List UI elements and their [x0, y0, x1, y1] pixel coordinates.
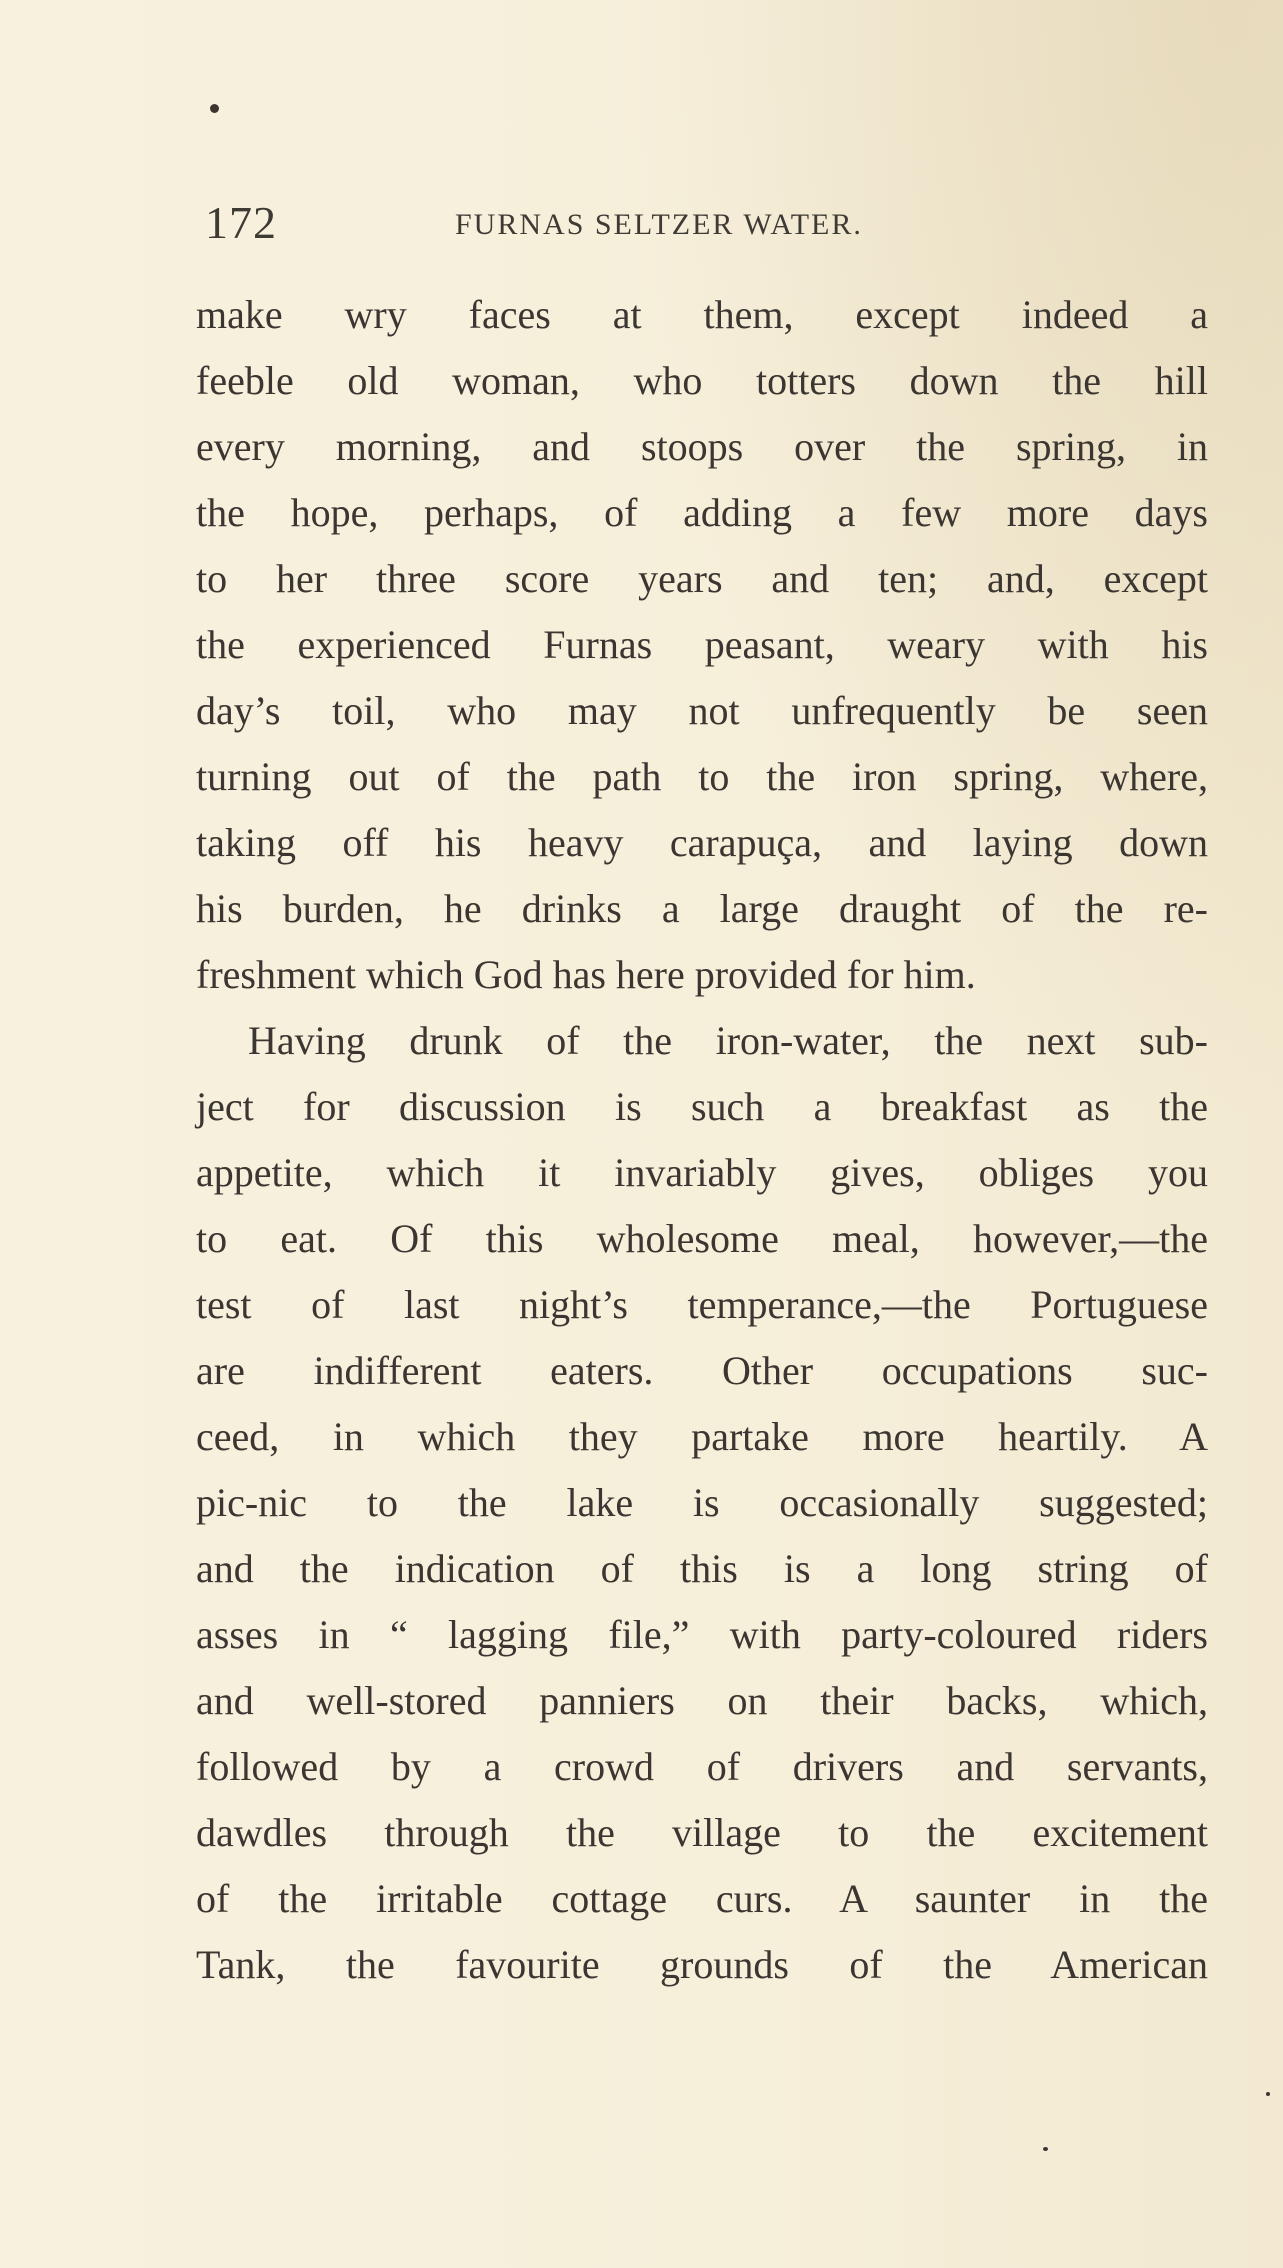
text-line: to eat. Of this wholesome meal, however,—the [196, 1216, 1208, 1261]
text-line: and the indication of this is a long string of [196, 1546, 1208, 1591]
running-head: FURNAS SELTZER WATER. [455, 208, 863, 241]
text-line: the hope, perhaps, of adding a few more days [196, 490, 1208, 535]
text-line: to her three score years and ten; and, except [196, 556, 1208, 601]
text-line: followed by a crowd of drivers and servants, [196, 1744, 1208, 1789]
paragraph-end-line: freshment which God has here provided for him. [196, 952, 976, 997]
ink-speck [210, 104, 219, 113]
text-line: his burden, he drinks a large draught of the re- [196, 886, 1208, 931]
page-header [205, 196, 1215, 256]
text-line: ject for discussion is such a breakfast as the [196, 1084, 1208, 1129]
text-line: are indifferent eaters. Other occupations suc- [196, 1348, 1208, 1393]
text-line: make wry faces at them, except indeed a [196, 292, 1208, 337]
text-line: taking off his heavy carapuça, and laying down [196, 820, 1208, 865]
text-line: ceed, in which they partake more heartily. A [196, 1414, 1208, 1459]
text-line: pic-nic to the lake is occasionally suggested; [196, 1480, 1208, 1525]
page-number: 172 [205, 197, 277, 248]
text-line: the experienced Furnas peasant, weary with his [196, 622, 1208, 667]
text-line: asses in “ lagging file,” with party-coloured riders [196, 1612, 1208, 1657]
ink-speck [1266, 2092, 1270, 2096]
text-line: appetite, which it invariably gives, obliges you [196, 1150, 1208, 1195]
text-line: every morning, and stoops over the spring, in [196, 424, 1208, 469]
text-line: and well-stored panniers on their backs, which, [196, 1678, 1208, 1723]
ink-speck [1043, 2147, 1048, 2151]
text-line: of the irritable cottage curs. A saunter in the [196, 1876, 1208, 1921]
body-text [196, 282, 1208, 1998]
text-line: test of last night’s temperance,—the Portuguese [196, 1282, 1208, 1327]
text-line: turning out of the path to the iron spring, where, [196, 754, 1208, 799]
text-line: feeble old woman, who totters down the hill [196, 358, 1208, 403]
text-line: dawdles through the village to the excitement [196, 1810, 1208, 1855]
text-line: day’s toil, who may not unfrequently be seen [196, 688, 1208, 733]
text-line: Tank, the favourite grounds of the American [196, 1942, 1208, 1987]
paragraph-start-line: Having drunk of the iron-water, the next sub- [248, 1018, 1208, 1063]
